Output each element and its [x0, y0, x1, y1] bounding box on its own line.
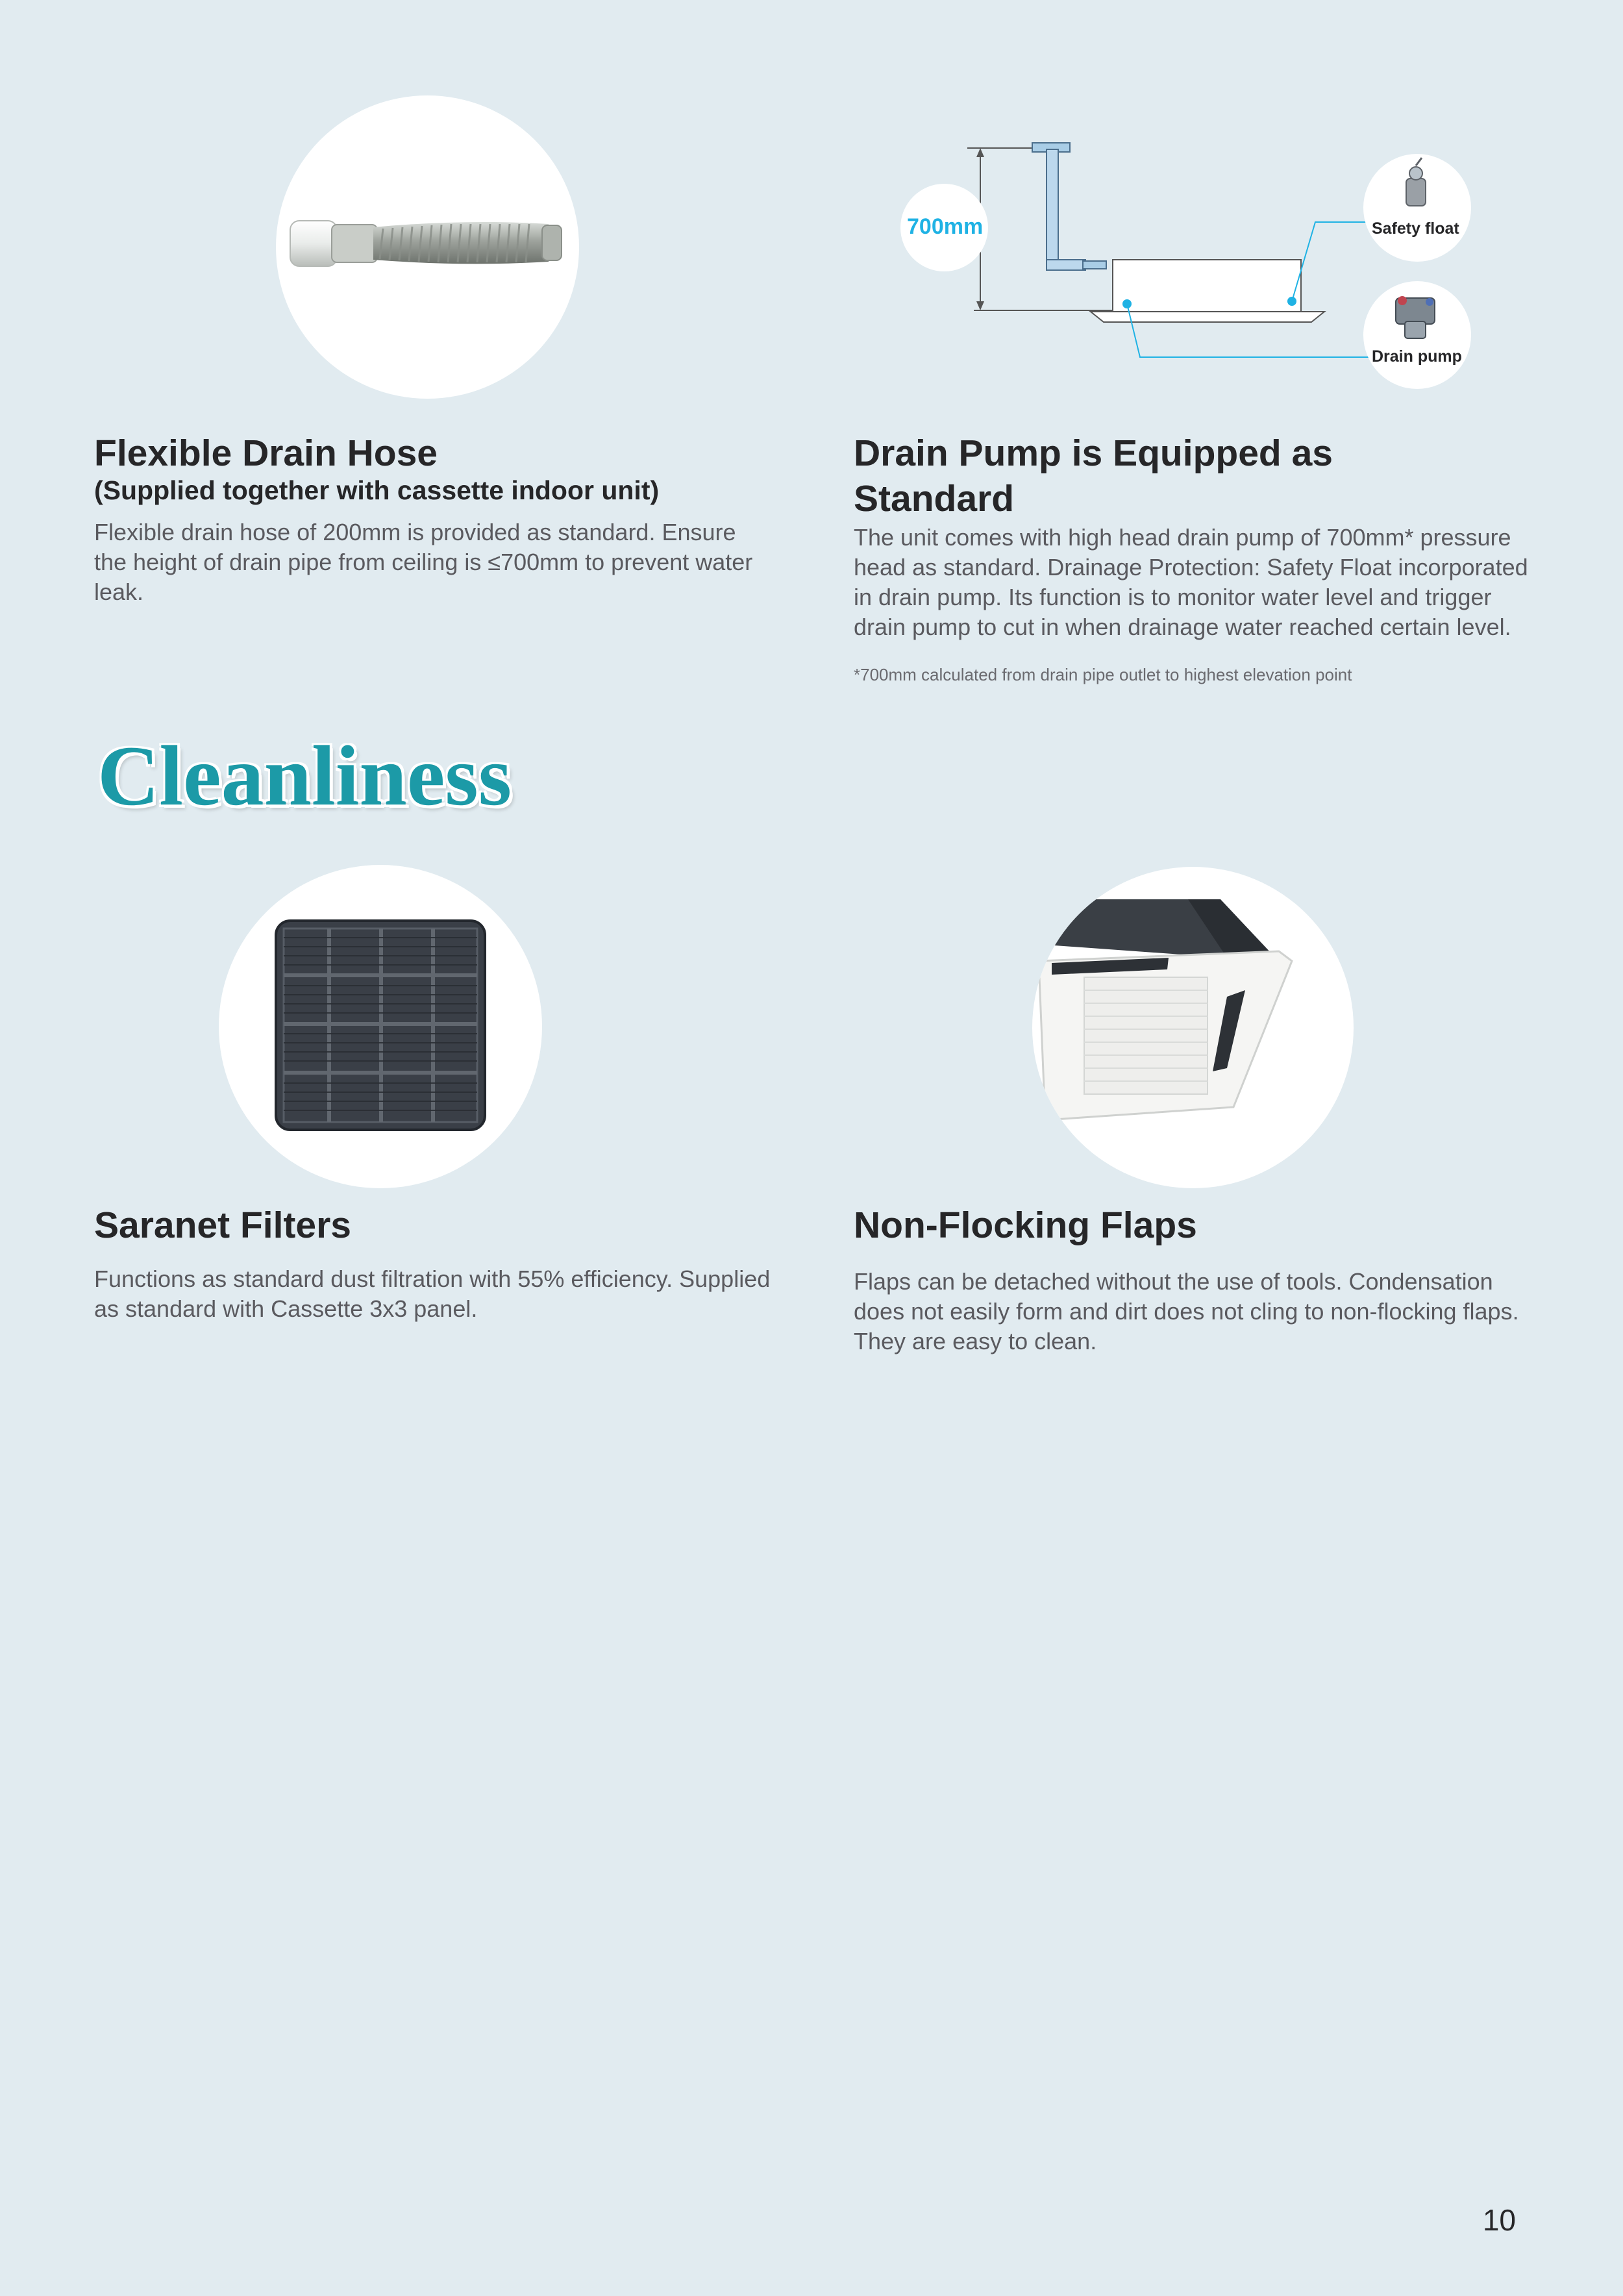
filter-image — [219, 865, 542, 1188]
hose-description: Flexible drain hose of 200mm is provided as standard. Ensure the height of drain pipe from ceiling is ≤700mm to prevent water leak. — [94, 519, 753, 605]
drain-pump-label: Drain pump — [1372, 347, 1462, 366]
hose-subtitle: (Supplied together with cassette indoor unit) — [94, 475, 660, 505]
drain-pump-icon — [1363, 281, 1471, 389]
filter-icon — [219, 865, 542, 1188]
drain-hose-icon — [276, 95, 579, 399]
pump-title-line2: Standard — [854, 478, 1015, 519]
drain-pump-badge — [1363, 281, 1471, 389]
safety-float-label: Safety float — [1372, 219, 1459, 238]
hose-title: Flexible Drain Hose — [94, 432, 438, 474]
cassette-image — [1032, 867, 1354, 1188]
drain-hose-image — [276, 95, 579, 399]
drain-pump-diagram — [896, 130, 1480, 396]
flaps-description: Flaps can be detached without the use of tools. Condensation does not easily form and dirt does not cling to non-flocking flaps. They are easy to clean. — [854, 1268, 1519, 1354]
page-number: 10 — [1482, 2203, 1516, 2237]
pump-title-line1: Drain Pump is Equipped as — [854, 432, 1333, 474]
cassette-unit-icon — [1032, 867, 1354, 1188]
filters-title: Saranet Filters — [94, 1204, 351, 1246]
filters-description: Functions as standard dust filtration with 55% efficiency. Supplied as standard with Cassette 3x3 panel. — [94, 1266, 771, 1322]
height-label: 700mm — [907, 214, 984, 239]
safety-float-icon — [1363, 154, 1471, 262]
section-title: Cleanliness — [97, 728, 512, 823]
pump-footnote: *700mm calculated from drain pipe outlet to highest elevation point — [854, 665, 1352, 684]
pump-description: The unit comes with high head drain pump of 700mm* pressure head as standard. Drainage Protection: Safety Float incorporated in drain pump. Its function is to monitor water level and trigger drain pump to cut in when drainage water reached certain level. — [854, 524, 1528, 640]
flaps-title: Non-Flocking Flaps — [854, 1204, 1197, 1246]
safety-float-badge — [1363, 154, 1471, 262]
